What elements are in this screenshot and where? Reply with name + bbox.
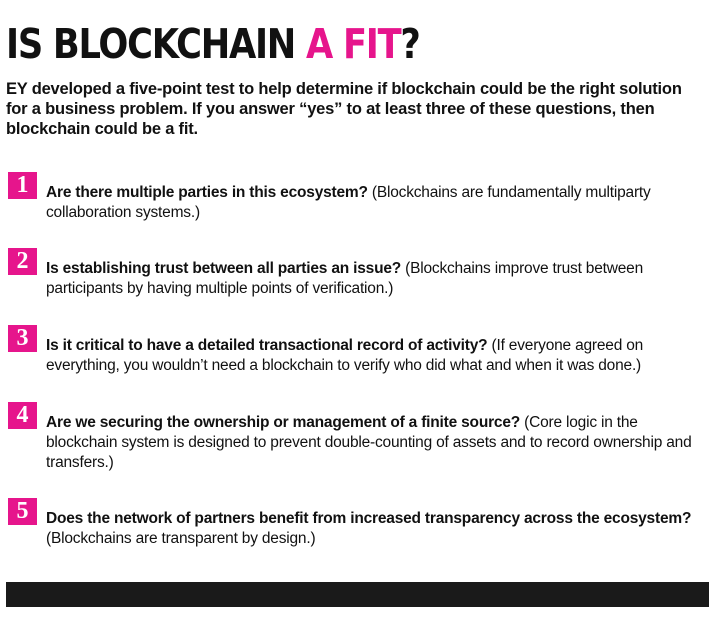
number-badge: 4 [8,402,37,429]
item-question: Does the network of partners benefit from increased transparency across the ecosystem? [46,510,692,527]
item-question: Is establishing trust between all parties an issue? [46,260,402,277]
item-answer: (If everyone agreed on everything, you wouldn’t need a blockchain to verify who did what and when it was done.) [46,337,644,374]
item-answer: (Blockchains improve trust between participants by having multiple points of verification.) [46,260,644,297]
item-text [46,413,710,473]
item-question: Is it critical to have a detailed transactional record of activity? [46,337,488,354]
intro-paragraph: EY developed a five-point test to help determine if blockchain could be the right solution for a business problem. If you answer “yes” to at least three of these questions, then blockchain could be a fit. [6,80,682,138]
footer-bar [6,582,709,607]
number-badge: 1 [8,172,37,199]
title-suffix: ? [400,20,420,68]
item-answer: (Blockchains are transparent by design.) [46,530,316,547]
item-text [46,183,710,223]
item-question: Are we securing the ownership or management of a finite source? [46,414,521,431]
number-badge: 2 [8,248,37,275]
title-accent: A FIT [305,20,401,68]
page-title [6,22,420,66]
item-answer: (Core logic in the blockchain system is designed to prevent double-counting of assets and to record ownership and transfers.) [46,414,692,471]
item-text [46,259,710,299]
number-badge: 5 [8,498,37,525]
title-prefix: IS BLOCKCHAIN [6,20,306,68]
item-text [46,509,710,549]
number-badge: 3 [8,325,37,352]
item-text [46,336,710,376]
item-question: Are there multiple parties in this ecosystem? [46,184,368,201]
item-answer: (Blockchains are fundamentally multiparty collaboration systems.) [46,184,651,221]
